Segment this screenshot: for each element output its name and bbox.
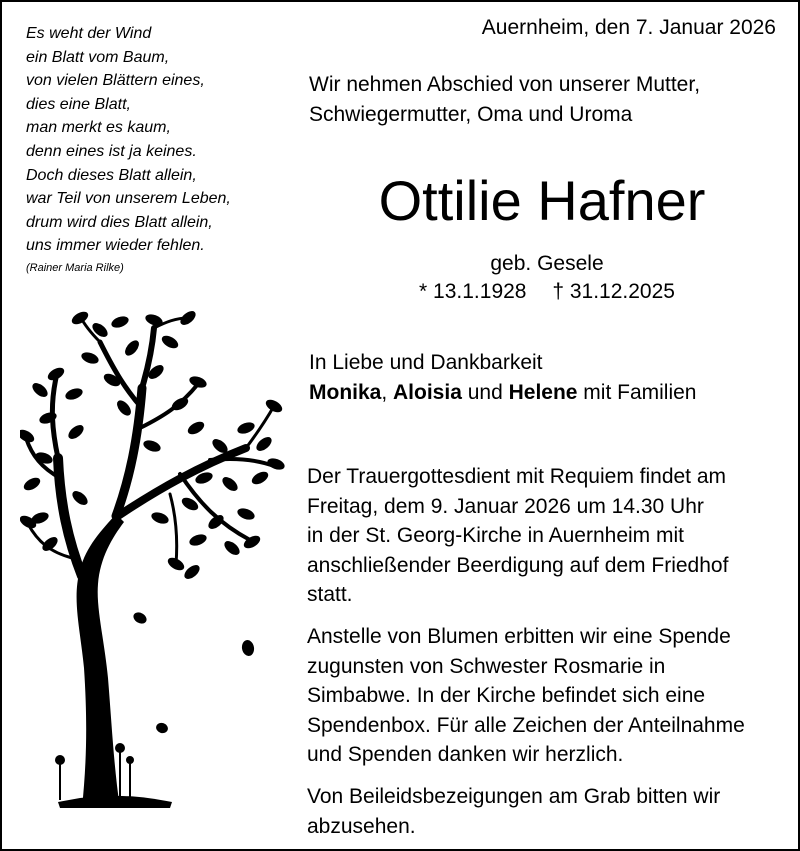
deceased-name: Ottilie Hafner bbox=[378, 169, 706, 232]
funeral-service-info bbox=[307, 462, 787, 610]
mourner-name: Monika bbox=[309, 381, 382, 404]
text-line: Spendenbox. Für alle Zeichen der Anteilnahme bbox=[307, 713, 745, 737]
mourners-names bbox=[309, 378, 697, 408]
text-line: abzusehen. bbox=[307, 814, 416, 838]
birth-name: geb. Gesele bbox=[490, 252, 604, 275]
text-line: Der Trauergottesdient mit Requiem findet am bbox=[307, 465, 727, 488]
text-line: Anstelle von Blumen erbitten wir eine Spende bbox=[307, 625, 731, 648]
mourner-separator: und bbox=[461, 381, 509, 404]
tree-silhouette-image bbox=[20, 308, 290, 808]
poem-line: uns immer wieder fehlen. bbox=[26, 237, 205, 255]
mourners-signature bbox=[309, 348, 697, 408]
text-line: anschließender Beerdigung auf dem Friedhof bbox=[307, 553, 729, 577]
poem-line: Doch dieses Blatt allein, bbox=[26, 166, 197, 184]
farewell-intro bbox=[309, 70, 700, 130]
poem-line: dies eine Blatt, bbox=[26, 95, 131, 113]
poem-line: von vielen Blättern eines, bbox=[26, 72, 205, 90]
poem-line: war Teil von unserem Leben, bbox=[26, 190, 231, 208]
place-and-date: Auernheim, den 7. Januar 2026 bbox=[481, 16, 776, 39]
poem-line: ein Blatt vom Baum, bbox=[26, 48, 170, 66]
text-line: statt. bbox=[307, 583, 353, 606]
condolence-note bbox=[307, 782, 787, 841]
mourners-intro: In Liebe und Dankbarkeit bbox=[309, 351, 543, 374]
birth-date: * 13.1.1928 bbox=[419, 280, 527, 303]
intro-line: Wir nehmen Abschied von unserer Mutter, bbox=[309, 73, 701, 96]
death-date: † 31.12.2025 bbox=[552, 280, 675, 303]
intro-line: Schwiegermutter, Oma und Uroma bbox=[309, 103, 633, 126]
text-line: in der St. Georg-Kirche in Auernheim mit bbox=[307, 524, 684, 547]
rilke-poem bbox=[26, 22, 231, 276]
poem-line: Es weht der Wind bbox=[26, 25, 152, 42]
text-line: zugunsten von Schwester Rosmarie in bbox=[307, 654, 666, 678]
poem-line: man merkt es kaum, bbox=[26, 119, 171, 137]
mourners-suffix: mit Familien bbox=[577, 381, 697, 404]
poem-author: (Rainer Maria Rilke) bbox=[26, 261, 124, 274]
mourner-separator: , bbox=[381, 381, 394, 404]
text-line: Freitag, dem 9. Januar 2026 um 14.30 Uhr bbox=[307, 494, 704, 518]
text-line: Simbabwe. In der Kirche befindet sich eine bbox=[307, 684, 706, 707]
donation-request bbox=[307, 622, 787, 770]
mourner-name: Aloisia bbox=[393, 381, 462, 404]
text-line: und Spenden danken wir herzlich. bbox=[307, 743, 624, 766]
text-line: Von Beileidsbezeigungen am Grab bitten wir bbox=[307, 785, 721, 808]
life-dates bbox=[292, 280, 800, 304]
poem-line: denn eines ist ja keines. bbox=[26, 142, 197, 160]
mourner-name: Helene bbox=[508, 381, 578, 404]
poem-line: drum wird dies Blatt allein, bbox=[26, 213, 213, 231]
